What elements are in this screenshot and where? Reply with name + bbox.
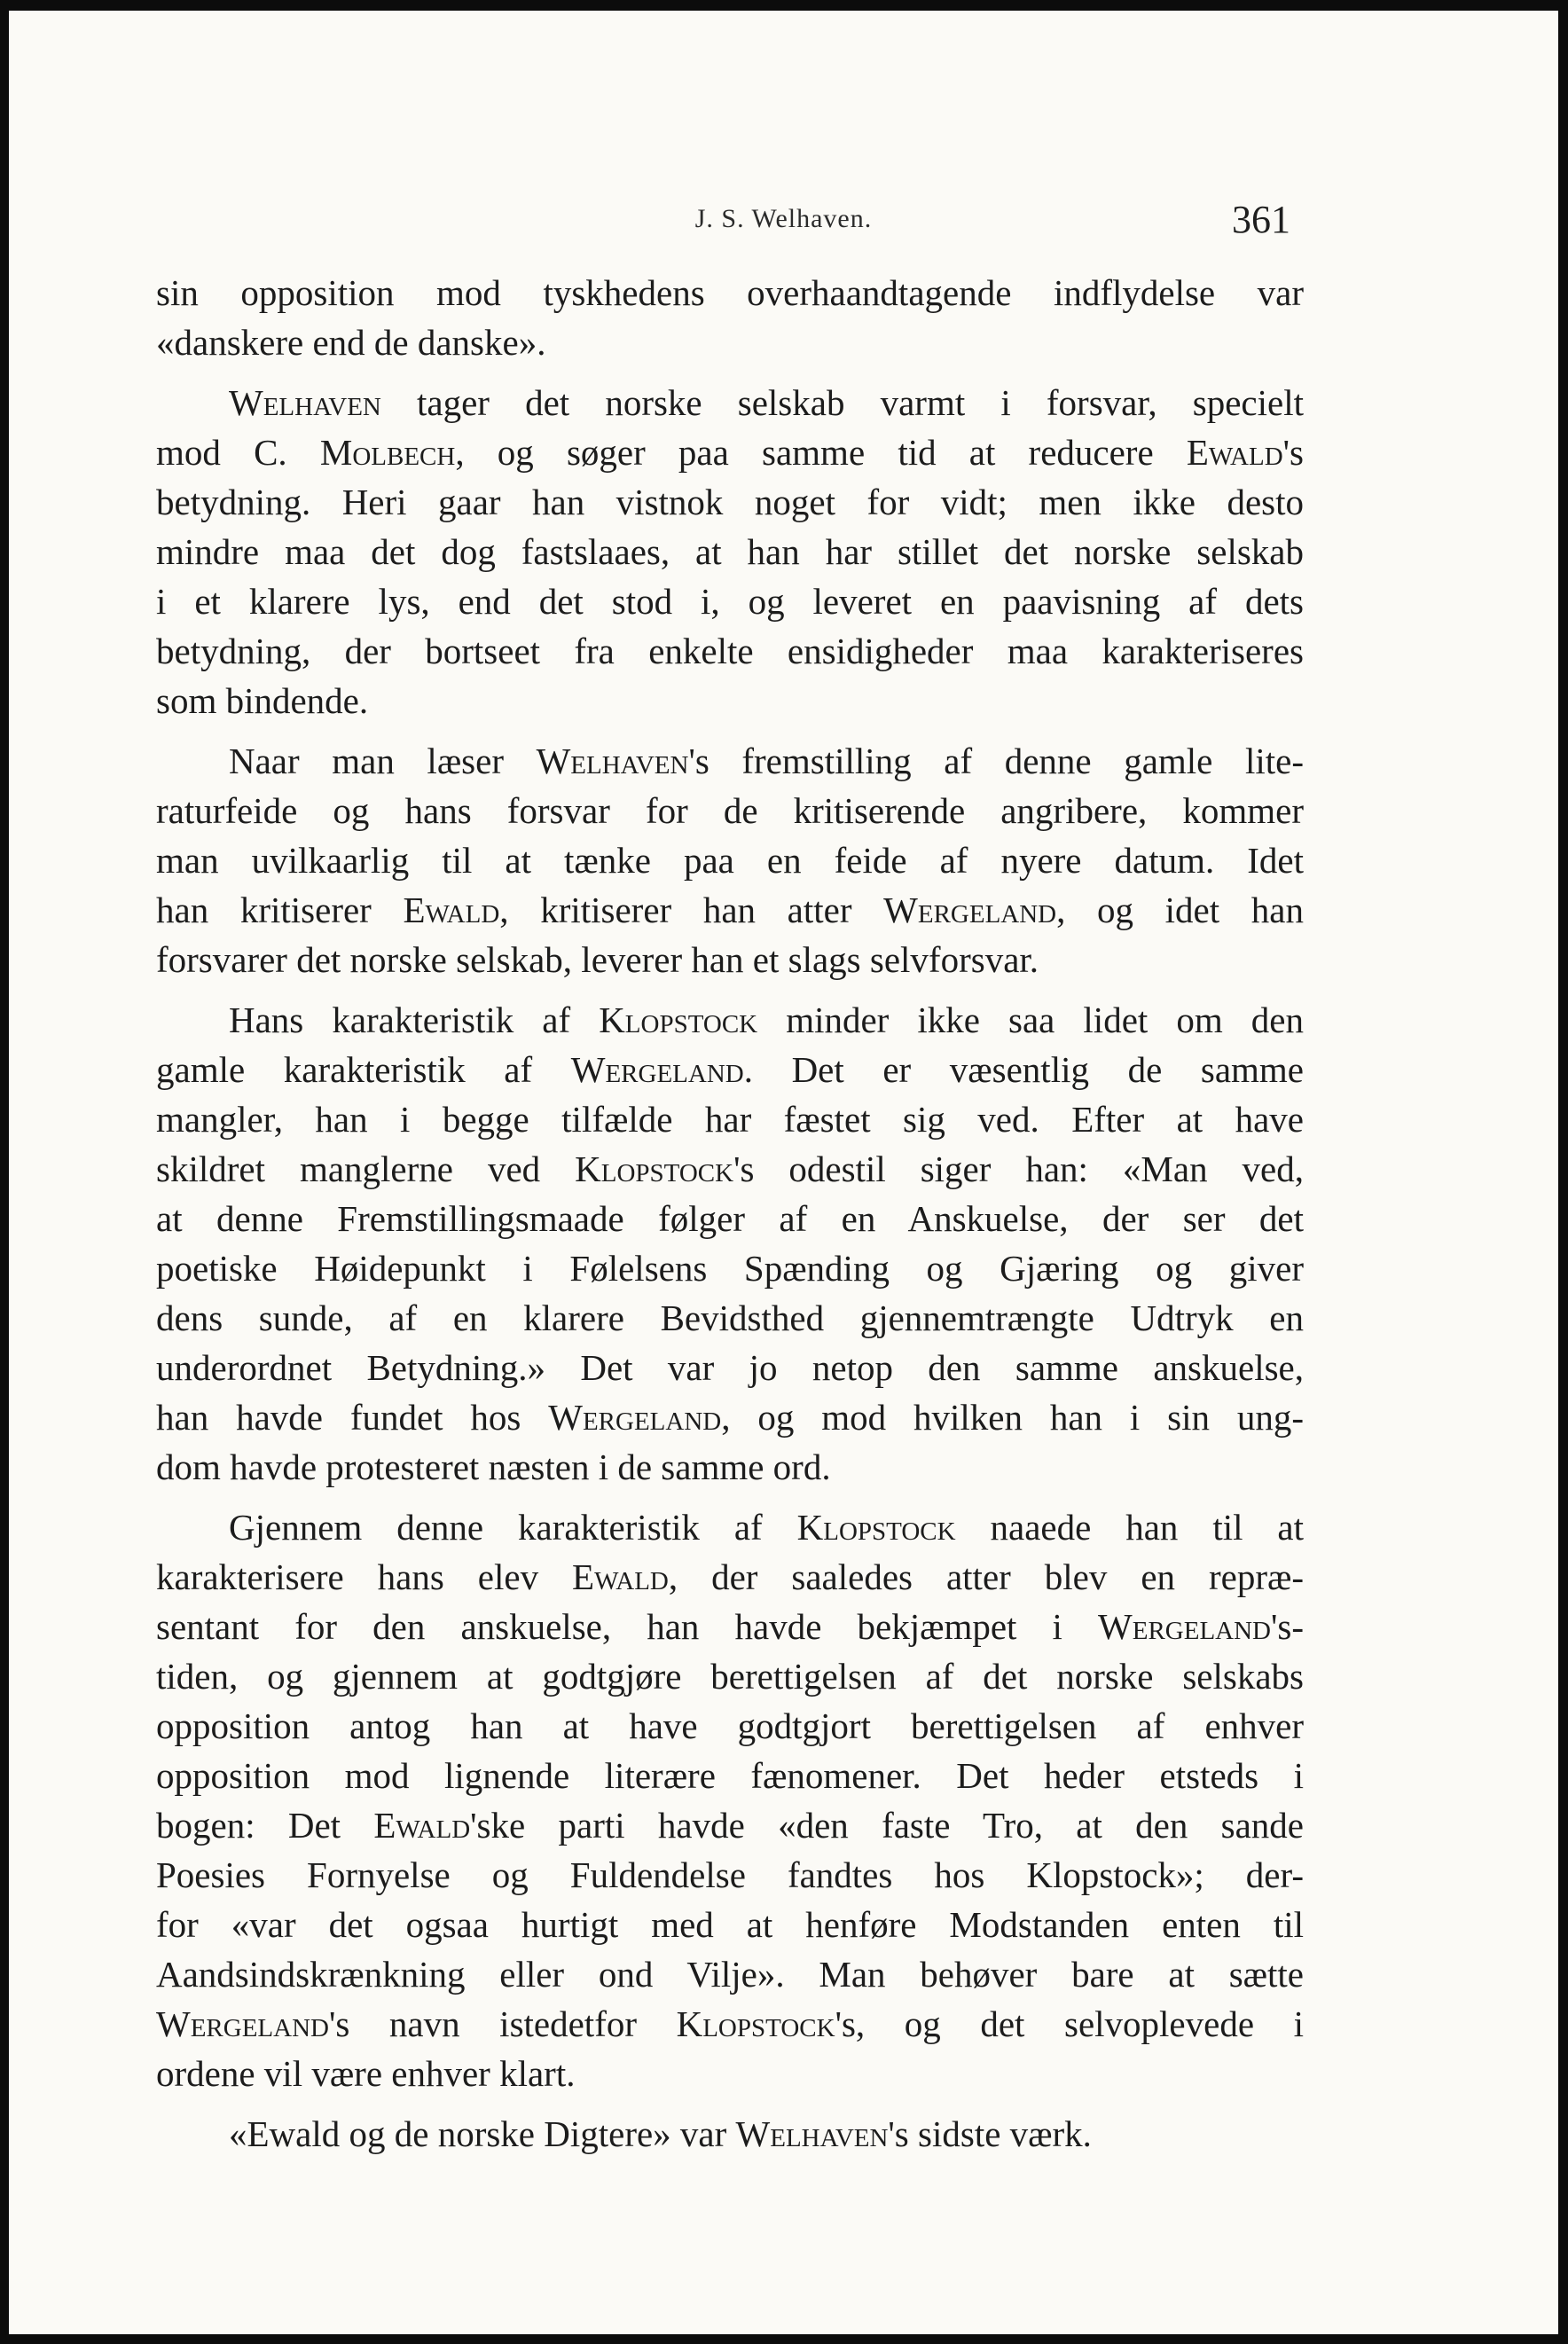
text-run: 's odestil siger han: «Man ved, bbox=[733, 1148, 1304, 1189]
text-line: mindre maa det dog fastslaaes, at han har stillet det norske selskab bbox=[156, 531, 1304, 572]
text-run: Hans karakteristik af bbox=[229, 1000, 600, 1040]
text-line bbox=[156, 995, 1304, 1045]
text-run: , der saaledes atter blev en repræ- bbox=[668, 1556, 1304, 1597]
name-smallcaps: Klopstock bbox=[676, 2003, 835, 2044]
text-line bbox=[156, 736, 1304, 786]
text-line: mangler, han i begge tilfælde har fæstet sig ved. Efter at have bbox=[156, 1099, 1304, 1140]
text-run: minder ikke saa lidet om den bbox=[757, 1000, 1304, 1040]
name-smallcaps: Ewald bbox=[403, 890, 500, 930]
name-smallcaps: Klopstock bbox=[575, 1148, 734, 1189]
text-line: at denne Fremstillingsmaade følger af en Anskuelse, der ser det bbox=[156, 1198, 1304, 1239]
text-line: raturfeide og hans forsvar for de kritiserende angribere, kommer bbox=[156, 790, 1304, 831]
text-line: opposition antog han at have godtgjort berettigelsen af enhver bbox=[156, 1705, 1304, 1746]
name-smallcaps: Ewald bbox=[373, 1805, 471, 1846]
text-run: 's- bbox=[1271, 1606, 1304, 1647]
text-run: 's sidste værk. bbox=[888, 2113, 1092, 2154]
name-smallcaps: Ewald bbox=[1186, 432, 1283, 473]
name-smallcaps: Molbech bbox=[319, 432, 456, 473]
paragraph bbox=[156, 2109, 1304, 2159]
text-line: Poesies Fornyelse og Fuldendelse fandtes hos Klopstock»; der- bbox=[156, 1854, 1304, 1895]
text-run: han kritiserer bbox=[156, 890, 404, 930]
text-line: dens sunde, af en klarere Bevidsthed gjennemtrængte Udtryk en bbox=[156, 1297, 1304, 1338]
text-line bbox=[156, 1552, 1304, 1602]
paragraph bbox=[156, 378, 1304, 725]
text-line bbox=[156, 1502, 1304, 1552]
text-run: han havde fundet hos bbox=[156, 1397, 549, 1438]
text-run: , kritiserer han atter bbox=[499, 890, 884, 930]
text-line: som bindende. bbox=[156, 680, 369, 721]
text-run: «Ewald og de norske Digtere» var bbox=[229, 2113, 736, 2154]
text-line: ordene vil være enhver klart. bbox=[156, 2053, 576, 2094]
text-line: man uvilkaarlig til at tænke paa en feide af nyere datum. Idet bbox=[156, 840, 1304, 881]
name-smallcaps: Ewald bbox=[572, 1556, 669, 1597]
page-header bbox=[9, 197, 1558, 250]
text-line bbox=[156, 885, 1304, 935]
text-run: skildret manglerne ved bbox=[156, 1148, 576, 1189]
name-smallcaps: Wergeland bbox=[548, 1397, 722, 1438]
text-line: tiden, og gjennem at godtgjøre berettigelsen af det norske selskabs bbox=[156, 1656, 1304, 1697]
text-line: betydning, der bortseet fra enkelte ensidigheder maa karakteriseres bbox=[156, 631, 1304, 671]
text-line: betydning. Heri gaar han vistnok noget for vidt; men ikke desto bbox=[156, 482, 1304, 522]
text-run: naaede han til at bbox=[955, 1507, 1304, 1548]
text-run: 'ske parti havde «den faste Tro, at den sande bbox=[470, 1805, 1304, 1846]
text-line: «danskere end de danske». bbox=[156, 322, 546, 363]
text-run: 's navn istedetfor bbox=[328, 2003, 677, 2044]
text-line: forsvarer det norske selskab, leverer han et slags selvforsvar. bbox=[156, 939, 1039, 980]
text-run: 's, og det selvoplevede i bbox=[835, 2003, 1305, 2044]
text-line: dom havde protesteret næsten i de samme ord. bbox=[156, 1446, 831, 1487]
name-smallcaps: Wergeland bbox=[1098, 1606, 1271, 1647]
name-smallcaps: Klopstock bbox=[599, 1000, 758, 1040]
text-run: karakterisere hans elev bbox=[156, 1556, 573, 1597]
text-line: i et klarere lys, end det stod i, og leveret en paavisning af dets bbox=[156, 581, 1304, 622]
text-run: , og idet han bbox=[1056, 890, 1304, 930]
text-line: underordnet Betydning.» Det var jo netop den samme anskuelse, bbox=[156, 1347, 1304, 1388]
text-line: Aandsindskrænkning eller ond Vilje». Man behøver bare at sætte bbox=[156, 1954, 1304, 1995]
text-run: tager det norske selskab varmt i forsvar, specielt bbox=[380, 382, 1304, 423]
name-smallcaps: Wergeland bbox=[570, 1049, 744, 1090]
text-line: for «var det ogsaa hurtigt med at henføre Modstanden enten til bbox=[156, 1904, 1304, 1945]
text-line bbox=[156, 1144, 1304, 1194]
text-line: opposition mod lignende literære fænomener. Det heder etsteds i bbox=[156, 1755, 1304, 1796]
paragraph bbox=[156, 995, 1304, 1492]
text-run: 's fremstilling af denne gamle lite- bbox=[688, 741, 1304, 781]
text-line bbox=[156, 1392, 1304, 1442]
text-run: , og mod hvilken han i sin ung- bbox=[721, 1397, 1304, 1438]
text-run: . Det er væsentlig de samme bbox=[743, 1049, 1305, 1090]
paragraph bbox=[156, 1502, 1304, 2098]
text-run: bogen: Det bbox=[156, 1805, 374, 1846]
text-line bbox=[156, 427, 1304, 477]
text-line bbox=[156, 1602, 1304, 1651]
name-smallcaps: Wergeland bbox=[156, 2003, 329, 2044]
text-line: poetiske Høidepunkt i Følelsens Spænding og Gjæring og giver bbox=[156, 1248, 1304, 1289]
text-run: 's bbox=[1282, 432, 1304, 473]
text-line bbox=[156, 378, 1304, 427]
running-head: J. S. Welhaven. bbox=[694, 204, 873, 233]
name-smallcaps: Welhaven bbox=[735, 2113, 889, 2154]
text-run: mod C. bbox=[156, 432, 320, 473]
book-page bbox=[9, 11, 1558, 2334]
name-smallcaps: Wergeland bbox=[883, 890, 1057, 930]
text-run: sentant for den anskuelse, han havde bekjæmpet i bbox=[156, 1606, 1099, 1647]
page-number: 361 bbox=[1232, 198, 1290, 241]
text-run: Gjennem denne karakteristik af bbox=[229, 1507, 797, 1548]
name-smallcaps: Klopstock bbox=[796, 1507, 956, 1548]
name-smallcaps: Welhaven bbox=[536, 741, 689, 781]
text-run: Naar man læser bbox=[229, 741, 537, 781]
paragraph bbox=[156, 268, 1304, 367]
body-text bbox=[156, 268, 1304, 2159]
text-line bbox=[156, 2109, 1304, 2159]
paragraph bbox=[156, 736, 1304, 984]
text-line bbox=[156, 1999, 1304, 2049]
text-line bbox=[156, 1045, 1304, 1094]
text-run: gamle karakteristik af bbox=[156, 1049, 571, 1090]
text-run: , og søger paa samme tid at reducere bbox=[455, 432, 1187, 473]
name-smallcaps: Welhaven bbox=[229, 382, 381, 423]
text-line: sin opposition mod tyskhedens overhaandtagende indflydelse var bbox=[156, 272, 1304, 313]
text-line bbox=[156, 1800, 1304, 1850]
